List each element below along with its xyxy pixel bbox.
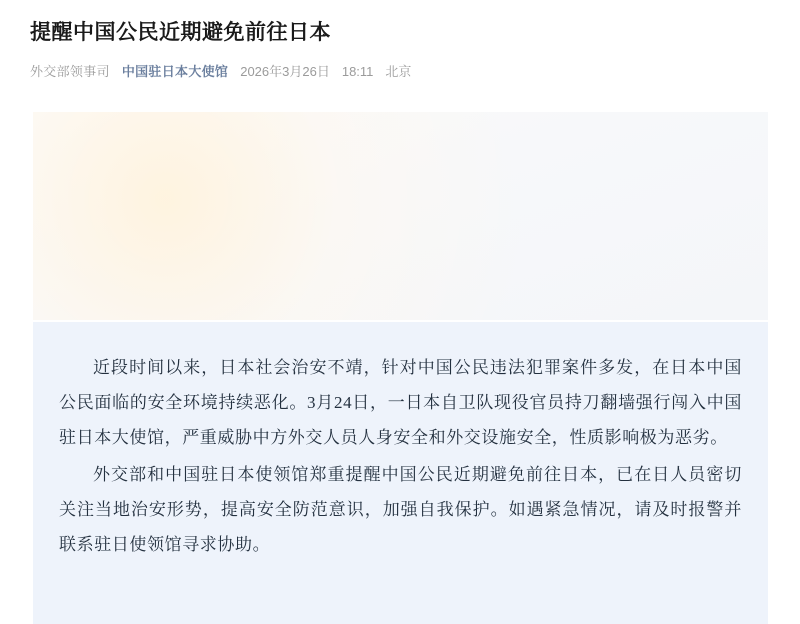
page-title: 提醒中国公民近期避免前往日本	[30, 21, 331, 44]
article-paragraph: 近段时间以来，日本社会治安不靖，针对中国公民违法犯罪案件多发，在日本中国公民面临的安全环境持续恶化。3月24日，一日本自卫队现役官员持刀翻墙强行闯入中国驻日本大使馆，严重威胁中方外交人员人身安全和外交设施安全，性质影响极为恶劣。	[59, 358, 742, 447]
meta-source[interactable]: 中国驻日本大使馆	[121, 64, 229, 79]
article-paragraph: 外交部和中国驻日本使领馆郑重提醒中国公民近期避免前往日本，已在日人员密切关注当地治安形势，提高安全防范意识，加强自我保护。如遇紧急情况，请及时报警并联系驻日使领馆寻求协助。	[59, 465, 742, 554]
meta-place: 北京	[385, 64, 412, 79]
article-meta	[0, 50, 800, 82]
meta-time: 18:11	[341, 64, 374, 79]
article-body	[33, 322, 768, 624]
meta-department: 外交部领事司	[30, 64, 110, 79]
article-hero-image	[33, 112, 768, 320]
meta-date: 2026年3月26日	[240, 64, 330, 79]
